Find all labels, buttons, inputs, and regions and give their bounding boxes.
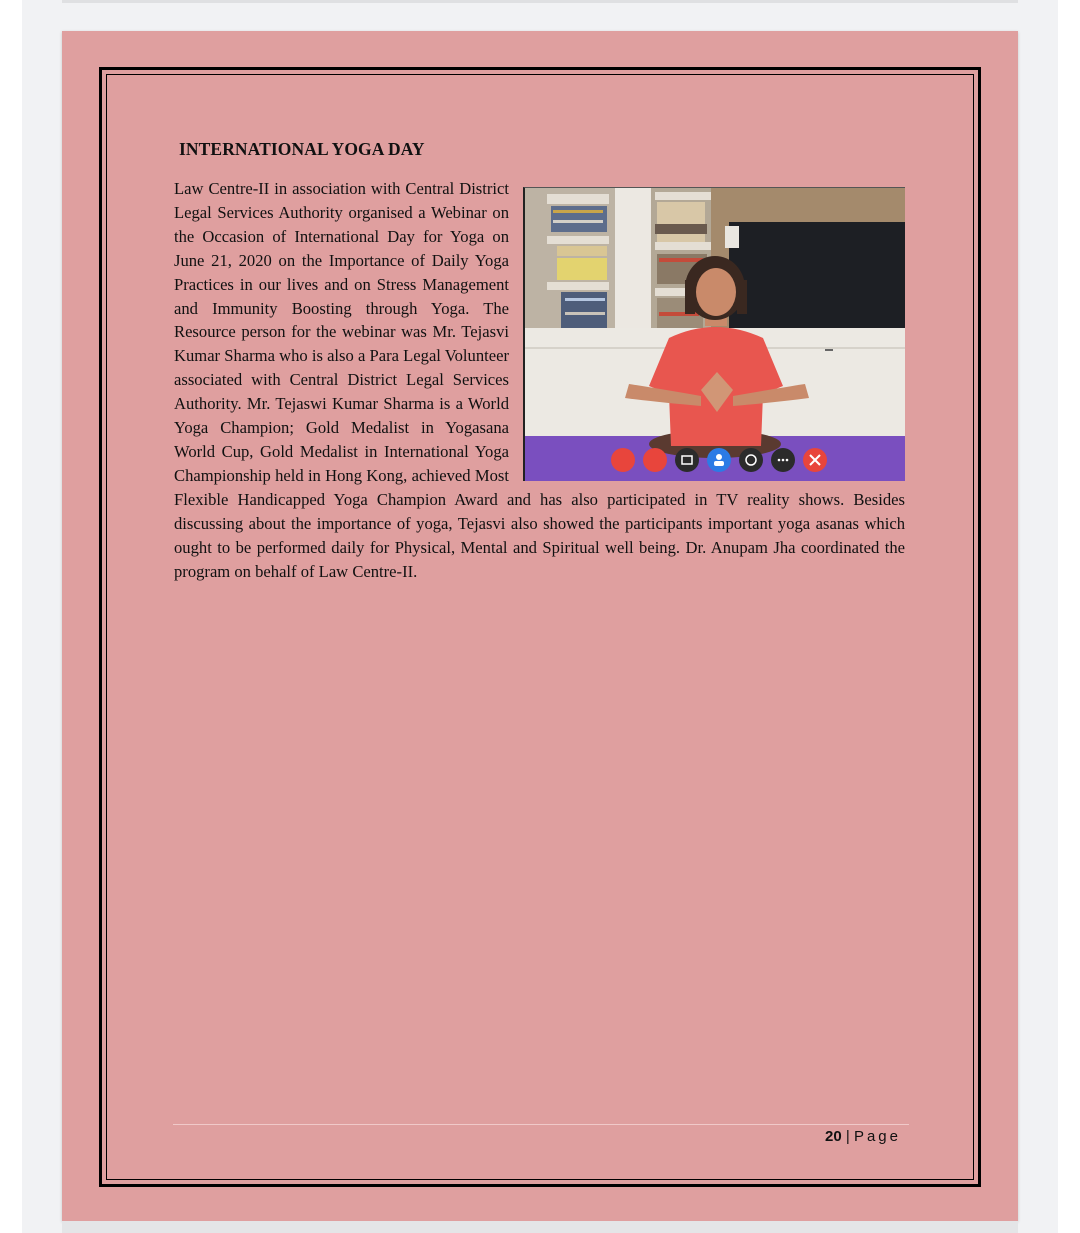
article-text: Law Centre-II in association with Central District Legal Services Authority organised a Webinar on the Occasion of International Day for Yoga on June 21, 2020 on the Importance of Daily Yoga Practices in our lives and on Stress Management and Immunity Boosting through Yoga. The Resource person for the webinar was Mr. Tejasvi Kumar Sharma who is also a Para Legal Volunteer associated with Central District Legal Services Authority. Mr. Tejaswi Kumar Sharma is a World Yoga Champion; Gold Medalist in Yogasana World Cup, Gold Medalist in International Yoga Championship held in Hong Kong, achieved Most Flexible Handicapped Yoga Champion Award and has also participated in TV reality shows. Besides discussing about the importance of yoga, Tejasvi also showed the participants important yoga asanas which ought to be performed daily for Physical, Mental and Spiritual well being. Dr. Anupam Jha coordinated the program on behalf of Law Centre-II. [174,179,905,581]
next-page-edge [62,1221,1018,1233]
footer-rule [173,1124,909,1125]
previous-page-edge [62,0,1018,3]
webinar-screenshot-icon [525,188,905,481]
page-number-label: Page [853,1128,901,1145]
page-number-separator: | [845,1128,850,1145]
page-number-value: 20 [825,1128,842,1145]
document-page [62,31,1018,1221]
article-title: INTERNATIONAL YOGA DAY [179,139,425,159]
webinar-photo [523,187,905,481]
article-body [174,177,905,583]
page-number [825,1128,901,1145]
